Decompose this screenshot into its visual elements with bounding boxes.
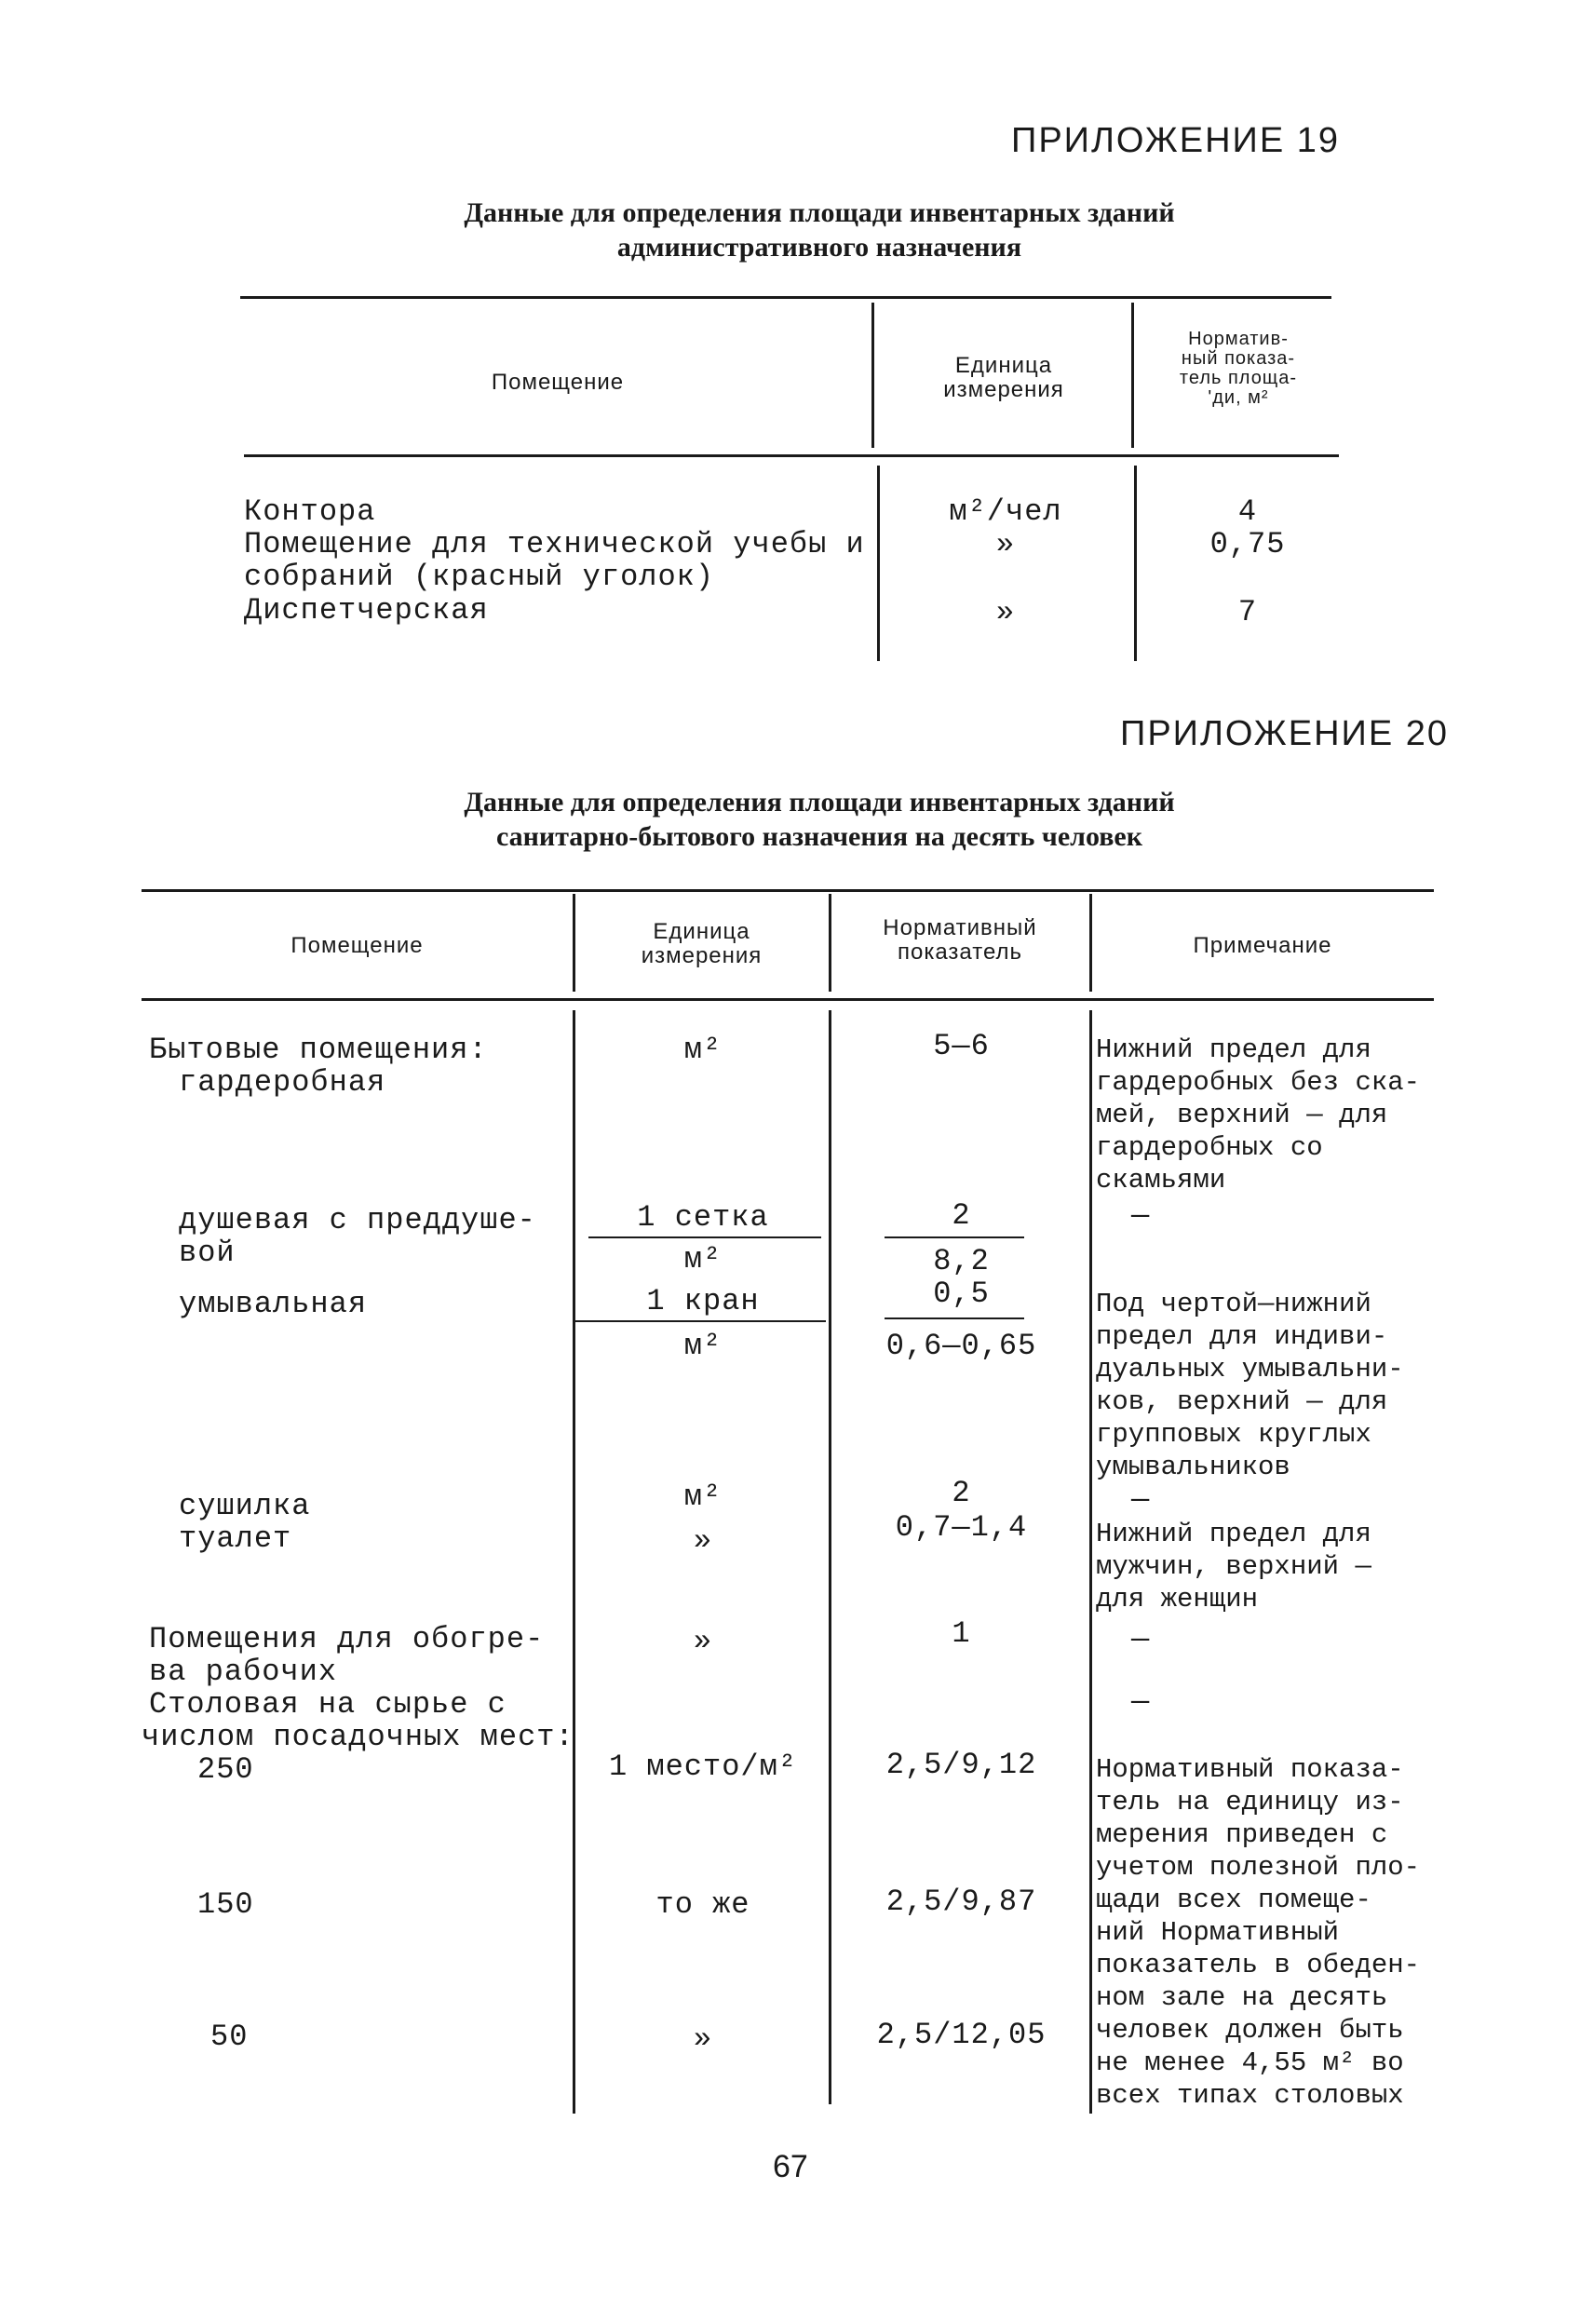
row-name: ва рабочих xyxy=(149,1655,338,1689)
row-value: 1 xyxy=(952,1616,971,1651)
appendix-19-title xyxy=(279,196,1359,264)
column-divider xyxy=(871,303,874,448)
note-line: групповых круглых xyxy=(1096,1419,1371,1450)
table-top-rule xyxy=(240,296,1331,299)
row-unit: м²/чел xyxy=(949,494,1062,529)
column-header-room: Помещение xyxy=(290,933,424,958)
fraction-bar xyxy=(588,1236,821,1238)
row-name: числом посадочных мест: xyxy=(142,1720,574,1754)
row-name: 50 xyxy=(210,2020,249,2054)
row-name: Диспетчерская xyxy=(244,593,489,628)
row-unit: » xyxy=(693,1624,713,1658)
row-note xyxy=(1096,1753,1450,2112)
header-line: измерения xyxy=(641,943,763,968)
header-line: Нормативный xyxy=(883,915,1037,940)
header-line: показатель xyxy=(897,939,1023,965)
row-unit: то же xyxy=(655,1887,750,1922)
row-unit: 1 сетка xyxy=(637,1200,769,1235)
row-note: — xyxy=(1131,1198,1151,1233)
row-name: умывальная xyxy=(179,1287,368,1321)
row-unit: м² xyxy=(683,1329,723,1363)
row-name: Бытовые помещения: xyxy=(149,1033,488,1067)
row-name: Контора xyxy=(244,494,376,529)
row-name: туалет xyxy=(179,1521,292,1556)
column-divider xyxy=(829,1010,831,2104)
column-header-norm xyxy=(1136,330,1341,408)
row-value: 0,5 xyxy=(933,1277,990,1311)
row-note xyxy=(1096,1288,1450,1483)
note-line: тель на единицу из- xyxy=(1096,1787,1404,1817)
row-name-cont: собраний (красный уголок) xyxy=(244,560,715,594)
note-line: всех типах столовых xyxy=(1096,2080,1404,2111)
row-name: Столовая на сырье с xyxy=(149,1687,507,1722)
column-header-room: Помещение xyxy=(491,370,625,395)
note-line: щади всех помеще- xyxy=(1096,1885,1371,1915)
column-divider xyxy=(573,1010,575,2114)
column-header-note: Примечание xyxy=(1193,933,1332,958)
note-line: не менее 4,55 м² во xyxy=(1096,2047,1404,2078)
row-note: — xyxy=(1131,1684,1151,1719)
note-line: Под чертой—нижний xyxy=(1096,1289,1371,1319)
row-name: вой xyxy=(179,1236,236,1270)
row-unit: » xyxy=(995,527,1016,561)
table-header-rule xyxy=(244,454,1339,457)
note-line: Нормативный показа- xyxy=(1096,1754,1404,1785)
note-line: мерения приведен с xyxy=(1096,1819,1388,1850)
row-unit: 1 место/м² xyxy=(608,1750,798,1784)
note-line: показатель в обеден- xyxy=(1096,1950,1421,1980)
header-line: Единица xyxy=(954,353,1053,378)
row-value: 8,2 xyxy=(933,1244,990,1278)
row-value: 0,6—0,65 xyxy=(885,1329,1037,1363)
row-value: 2,5/12,05 xyxy=(876,2018,1047,2052)
row-name: Помещения для обогре- xyxy=(149,1622,545,1656)
row-unit: » xyxy=(693,1523,713,1558)
header-line: ный показа- xyxy=(1181,348,1296,369)
row-name: 250 xyxy=(197,1752,254,1787)
note-line: мей, верхний — для xyxy=(1096,1100,1388,1130)
note-line: ний Нормативный xyxy=(1096,1917,1340,1948)
note-line: умывальников xyxy=(1096,1452,1290,1482)
note-line: учетом полезной пло- xyxy=(1096,1852,1421,1883)
title-line: Данные для определения площади инвентарных зданий xyxy=(464,197,1175,228)
note-line: скамьями xyxy=(1096,1165,1226,1196)
note-line: гардеробных без ска- xyxy=(1096,1067,1421,1098)
row-value: 0,7—1,4 xyxy=(895,1510,1028,1545)
row-name: Помещение для технической учебы и xyxy=(244,527,865,561)
note-line: дуальных умывальни- xyxy=(1096,1354,1404,1385)
title-line: административного назначения xyxy=(616,232,1022,263)
row-value: 2 xyxy=(952,1476,971,1510)
note-line: человек должен быть xyxy=(1096,2015,1404,2046)
note-line: ном зале на десять xyxy=(1096,1982,1388,2013)
row-value: 5—6 xyxy=(933,1029,990,1063)
row-value: 0,75 xyxy=(1209,527,1286,561)
row-name: гардеробная xyxy=(179,1065,386,1100)
row-unit: » xyxy=(693,2021,713,2056)
appendix-20-title xyxy=(279,785,1359,854)
row-unit: 1 кран xyxy=(646,1284,760,1318)
row-note xyxy=(1096,1518,1450,1615)
column-divider xyxy=(1134,466,1137,661)
fraction-bar xyxy=(885,1236,1024,1238)
page-number: 67 xyxy=(773,2149,808,2184)
note-line: Нижний предел для xyxy=(1096,1034,1371,1065)
header-line: Норматив- xyxy=(1188,329,1289,349)
fraction-bar xyxy=(574,1320,826,1322)
row-unit: м² xyxy=(683,1033,723,1067)
column-header-unit xyxy=(875,354,1132,402)
header-line: Единица xyxy=(653,919,750,944)
row-value: 2,5/9,87 xyxy=(885,1885,1037,1919)
note-line: гардеробных со xyxy=(1096,1132,1323,1163)
row-value: 2 xyxy=(952,1198,971,1233)
row-note: — xyxy=(1131,1482,1151,1517)
note-line: Нижний предел для xyxy=(1096,1519,1371,1549)
column-header-norm xyxy=(831,916,1089,965)
row-note xyxy=(1096,1034,1450,1196)
row-note: — xyxy=(1131,1622,1151,1656)
row-value: 7 xyxy=(1237,595,1258,629)
row-name: душевая с преддуше- xyxy=(179,1203,536,1237)
title-line: санитарно-бытового назначения на десять человек xyxy=(495,821,1143,852)
row-name: сушилка xyxy=(179,1489,311,1523)
note-line: предел для индиви- xyxy=(1096,1321,1388,1352)
header-line: измерения xyxy=(943,377,1064,402)
note-line: мужчин, верхний — xyxy=(1096,1551,1371,1582)
note-line: для женщин xyxy=(1096,1584,1259,1615)
row-unit: м² xyxy=(683,1480,723,1514)
row-unit: » xyxy=(995,595,1016,629)
column-divider xyxy=(1089,1010,1092,2114)
column-header-unit xyxy=(574,920,829,968)
row-value: 4 xyxy=(1237,494,1258,529)
row-unit: м² xyxy=(683,1242,723,1277)
table-top-rule xyxy=(142,889,1434,892)
header-line: 'ди, м² xyxy=(1208,387,1269,408)
table-header-rule xyxy=(142,998,1434,1001)
appendix-19-heading: ПРИЛОЖЕНИЕ 19 xyxy=(1011,121,1340,160)
appendix-20-heading: ПРИЛОЖЕНИЕ 20 xyxy=(1120,714,1449,753)
note-line: ков, верхний — для xyxy=(1096,1386,1388,1417)
fraction-bar xyxy=(885,1317,1024,1319)
row-value: 2,5/9,12 xyxy=(885,1748,1037,1782)
header-line: тель площа- xyxy=(1179,368,1298,388)
row-name: 150 xyxy=(197,1887,254,1922)
title-line: Данные для определения площади инвентарных зданий xyxy=(464,787,1175,817)
